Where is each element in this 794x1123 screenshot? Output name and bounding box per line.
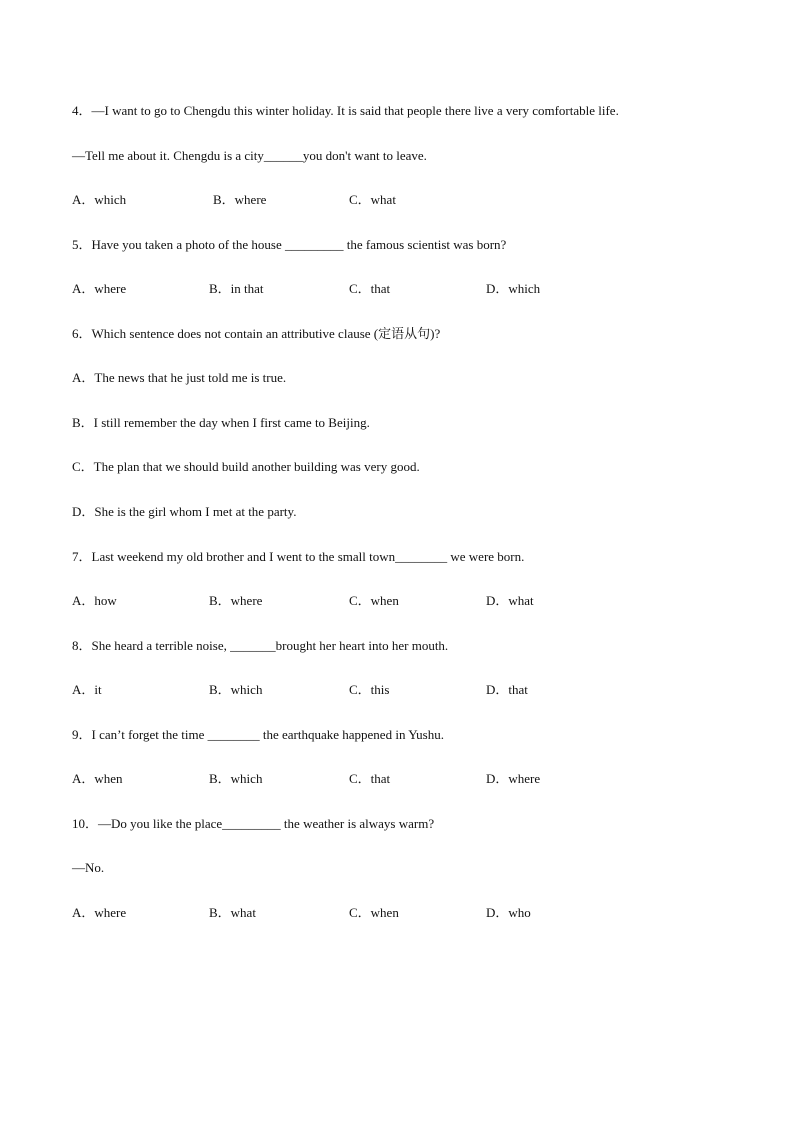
question-10-stem: 10．—Do you like the place_________ the weather is always warm? bbox=[72, 816, 435, 831]
question-5-option-b: B．in that bbox=[209, 281, 264, 296]
question-7-option-a: A．how bbox=[72, 593, 117, 608]
question-5-stem: 5．Have you taken a photo of the house _________ the famous scientist was born? bbox=[72, 237, 507, 252]
question-9-option-b: B．which bbox=[209, 771, 263, 786]
question-6-option-b: B．I still remember the day when I first came to Beijing. bbox=[72, 415, 370, 430]
question-8-option-d: D．that bbox=[486, 682, 528, 697]
question-5-option-d: D．which bbox=[486, 281, 541, 296]
question-8-option-a: A．it bbox=[72, 682, 102, 697]
question-9-option-d: D．where bbox=[486, 771, 541, 786]
question-8-option-c: C．this bbox=[349, 682, 390, 697]
question-6-stem: 6．Which sentence does not contain an attributive clause (定语从句)? bbox=[72, 326, 441, 341]
question-7-option-b: B．where bbox=[209, 593, 263, 608]
question-7-stem: 7．Last weekend my old brother and I went to the small town________ we were born. bbox=[72, 549, 525, 564]
question-8-stem: 8．She heard a terrible noise, _______brought her heart into her mouth. bbox=[72, 638, 449, 653]
question-4-option-c: C．what bbox=[349, 192, 396, 207]
question-4-option-a: A．which bbox=[72, 192, 127, 207]
question-9-option-a: A．when bbox=[72, 771, 123, 786]
question-7-option-c: C．when bbox=[349, 593, 399, 608]
question-6-option-c: C．The plan that we should build another building was very good. bbox=[72, 459, 420, 474]
question-9-option-c: C．that bbox=[349, 771, 391, 786]
question-10-option-d: D．who bbox=[486, 905, 531, 920]
question-4-reply: —Tell me about it. Chengdu is a city______you don't want to leave. bbox=[72, 148, 427, 163]
question-6-option-a: A．The news that he just told me is true. bbox=[72, 370, 287, 385]
question-8-option-b: B．which bbox=[209, 682, 263, 697]
question-10-option-c: C．when bbox=[349, 905, 399, 920]
question-6-option-d: D．She is the girl whom I met at the party. bbox=[72, 504, 297, 519]
question-5-option-a: A．where bbox=[72, 281, 127, 296]
question-10-option-b: B．what bbox=[209, 905, 256, 920]
question-7-option-d: D．what bbox=[486, 593, 534, 608]
question-10-option-a: A．where bbox=[72, 905, 127, 920]
question-9-stem: 9．I can’t forget the time ________ the earthquake happened in Yushu. bbox=[72, 727, 444, 742]
question-4-option-b: B．where bbox=[213, 192, 267, 207]
question-10-reply: —No. bbox=[72, 860, 105, 875]
question-5-option-c: C．that bbox=[349, 281, 391, 296]
question-4-stem: 4．—I want to go to Chengdu this winter holiday. It is said that people there live a very comfortable life. bbox=[72, 103, 619, 118]
